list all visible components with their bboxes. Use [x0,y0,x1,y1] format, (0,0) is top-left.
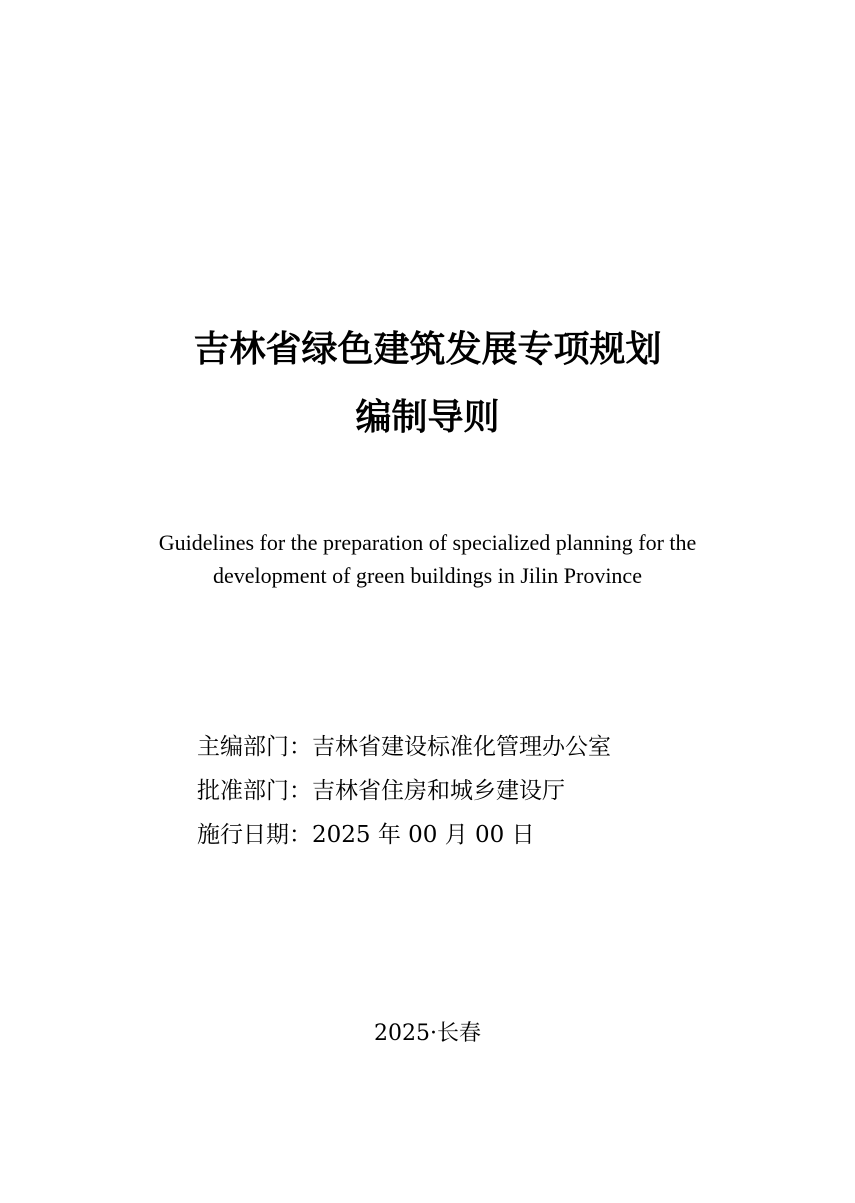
document-info [197,730,797,862]
info-label: 批准部门： [197,778,312,804]
chinese-title [0,329,855,438]
info-label: 主编部门： [197,734,312,760]
info-value: 吉林省住房和城乡建设厅 [312,778,565,804]
footer-year-city: 2025·长春 [374,1021,481,1046]
english-title-line-2: development of green buildings in Jilin Province [213,563,642,588]
info-value: 吉林省建设标准化管理办公室 [312,734,611,760]
english-title [0,526,855,592]
info-value: 2025 年 00 月 00 日 [312,822,535,848]
info-row-effective-date [197,818,797,862]
chinese-title-line-1: 吉林省绿色建筑发展专项规划 [193,329,662,370]
info-row-approval [197,774,797,818]
info-label: 施行日期： [197,822,312,848]
chinese-title-line-2: 编制导则 [355,397,500,438]
info-row-chief-editor [197,730,797,774]
english-title-line-1: Guidelines for the preparation of specialized planning for the [158,530,697,555]
